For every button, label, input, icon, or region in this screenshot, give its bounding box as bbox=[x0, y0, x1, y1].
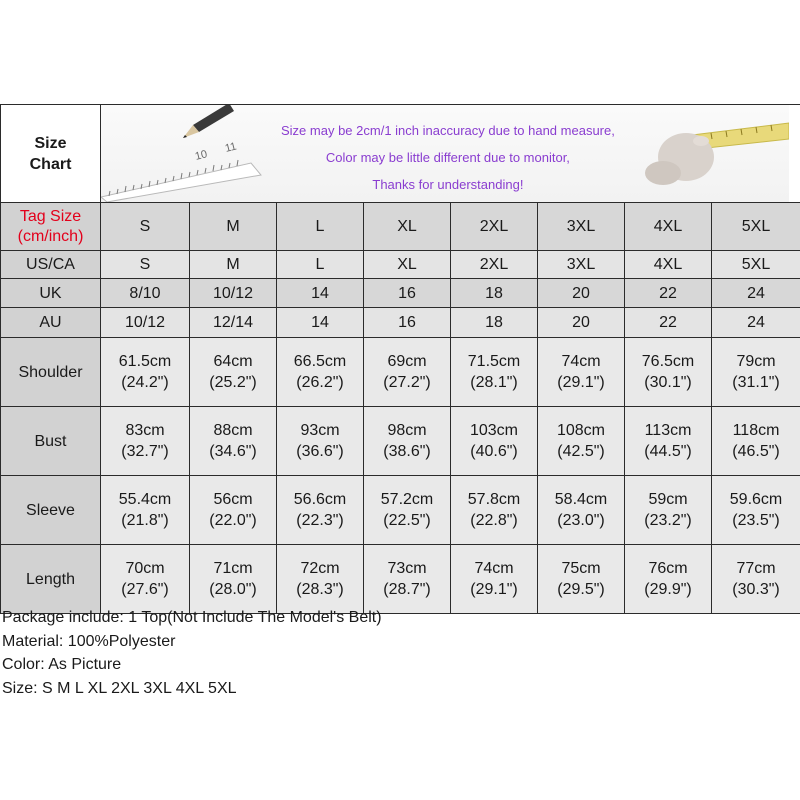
cm-value: 93cm bbox=[300, 422, 340, 439]
cm-value: 88cm bbox=[213, 422, 253, 439]
tag-size-cell: 2XL bbox=[451, 203, 538, 251]
measure-cell bbox=[712, 476, 800, 545]
tag-size-label-line2: (cm/inch) bbox=[17, 227, 84, 245]
sleeve-row bbox=[1, 476, 800, 545]
inch-value: (34.6") bbox=[209, 443, 257, 460]
tag-size-cell: L bbox=[277, 203, 364, 251]
banner-notes bbox=[281, 117, 615, 198]
size-cell: 4XL bbox=[625, 251, 712, 279]
row-label: UK bbox=[1, 279, 101, 308]
cm-value: 57.8cm bbox=[467, 491, 521, 508]
measure-cell bbox=[101, 338, 190, 407]
size-cell: 10/12 bbox=[190, 279, 277, 308]
cm-value: 71cm bbox=[213, 560, 253, 577]
size-cell: 10/12 bbox=[101, 308, 190, 338]
inch-value: (28.1") bbox=[470, 374, 518, 391]
measure-cell bbox=[625, 545, 712, 614]
au-row bbox=[1, 308, 800, 338]
inch-value: (31.1") bbox=[732, 374, 780, 391]
inch-value: (23.0") bbox=[557, 512, 605, 529]
measure-cell bbox=[101, 476, 190, 545]
measure-cell bbox=[712, 407, 800, 476]
cm-value: 79cm bbox=[736, 353, 776, 370]
size-list-text: Size: S M L XL 2XL 3XL 4XL 5XL bbox=[2, 679, 237, 697]
cm-value: 74cm bbox=[474, 560, 514, 577]
cm-value: 56.6cm bbox=[293, 491, 347, 508]
inch-value: (44.5") bbox=[644, 443, 692, 460]
cm-value: 57.2cm bbox=[380, 491, 434, 508]
cm-value: 76cm bbox=[648, 560, 688, 577]
measure-cell bbox=[101, 545, 190, 614]
inch-value: (36.6") bbox=[296, 443, 344, 460]
cm-value: 75cm bbox=[561, 560, 601, 577]
bust-row bbox=[1, 407, 800, 476]
measure-cell bbox=[538, 338, 625, 407]
inch-value: (28.7") bbox=[383, 581, 431, 598]
size-chart-title bbox=[1, 105, 101, 203]
note-thanks: Thanks for understanding! bbox=[372, 177, 524, 192]
size-cell: XL bbox=[364, 251, 451, 279]
cm-value: 72cm bbox=[300, 560, 340, 577]
size-cell: 18 bbox=[451, 308, 538, 338]
tag-size-cell: S bbox=[101, 203, 190, 251]
tape-ruler-icon bbox=[101, 141, 261, 202]
inch-value: (22.5") bbox=[383, 512, 431, 529]
cm-value: 73cm bbox=[387, 560, 427, 577]
size-cell: 16 bbox=[364, 308, 451, 338]
tag-size-cell: 5XL bbox=[712, 203, 800, 251]
size-cell: 8/10 bbox=[101, 279, 190, 308]
measure-cell bbox=[451, 476, 538, 545]
inch-value: (30.1") bbox=[644, 374, 692, 391]
size-cell: L bbox=[277, 251, 364, 279]
cm-value: 71.5cm bbox=[467, 353, 521, 370]
inch-value: (40.6") bbox=[470, 443, 518, 460]
row-label: Length bbox=[1, 545, 101, 614]
title-row bbox=[1, 105, 800, 203]
size-cell: 18 bbox=[451, 279, 538, 308]
tag-size-cell: 3XL bbox=[538, 203, 625, 251]
row-label: AU bbox=[1, 308, 101, 338]
inch-value: (25.2") bbox=[209, 374, 257, 391]
measure-cell bbox=[625, 407, 712, 476]
inch-value: (27.2") bbox=[383, 374, 431, 391]
size-cell: 22 bbox=[625, 279, 712, 308]
row-label: US/CA bbox=[1, 251, 101, 279]
cm-value: 76.5cm bbox=[641, 353, 695, 370]
cm-value: 59.6cm bbox=[729, 491, 783, 508]
measure-cell bbox=[538, 545, 625, 614]
measure-cell bbox=[712, 545, 800, 614]
ruler-number-10: 10 bbox=[193, 148, 209, 163]
inch-value: (46.5") bbox=[732, 443, 780, 460]
inch-value: (29.5") bbox=[557, 581, 605, 598]
cm-value: 77cm bbox=[736, 560, 776, 577]
size-cell: 12/14 bbox=[190, 308, 277, 338]
inch-value: (28.3") bbox=[296, 581, 344, 598]
cm-value: 59cm bbox=[648, 491, 688, 508]
shoulder-row bbox=[1, 338, 800, 407]
material-text: Material: 100%Polyester bbox=[2, 632, 176, 650]
tag-size-cell: M bbox=[190, 203, 277, 251]
size-cell: 16 bbox=[364, 279, 451, 308]
hand-icon bbox=[645, 133, 714, 185]
measure-cell bbox=[277, 338, 364, 407]
cm-value: 64cm bbox=[213, 353, 253, 370]
color-text: Color: As Picture bbox=[2, 656, 122, 673]
cm-value: 66.5cm bbox=[293, 353, 347, 370]
size-chart-sheet bbox=[0, 104, 800, 614]
inch-value: (22.3") bbox=[296, 512, 344, 529]
measure-cell bbox=[364, 338, 451, 407]
size-cell: 22 bbox=[625, 308, 712, 338]
title-line-2: Chart bbox=[29, 155, 72, 173]
cm-value: 70cm bbox=[125, 560, 165, 577]
measure-cell bbox=[101, 407, 190, 476]
tag-size-label-line1: Tag Size bbox=[19, 207, 82, 225]
size-cell: 24 bbox=[712, 308, 800, 338]
inch-value: (23.2") bbox=[644, 512, 692, 529]
measure-cell bbox=[364, 476, 451, 545]
inch-value: (29.9") bbox=[644, 581, 692, 598]
note-accuracy: Size may be 2cm/1 inch inaccuracy due to hand measure, bbox=[281, 123, 615, 138]
measure-cell bbox=[451, 407, 538, 476]
uk-row bbox=[1, 279, 800, 308]
row-label: Shoulder bbox=[1, 338, 101, 407]
size-cell: 24 bbox=[712, 279, 800, 308]
pencil-icon bbox=[183, 105, 234, 138]
cm-value: 118cm bbox=[732, 422, 780, 439]
package-include-text: Package include: 1 Top(Not Include The Model's Belt) bbox=[2, 609, 382, 626]
inch-value: (21.8") bbox=[121, 512, 169, 529]
size-cell: M bbox=[190, 251, 277, 279]
cm-value: 55.4cm bbox=[118, 491, 172, 508]
inch-value: (24.2") bbox=[121, 374, 169, 391]
cm-value: 58.4cm bbox=[554, 491, 608, 508]
size-cell: S bbox=[101, 251, 190, 279]
measure-cell bbox=[190, 338, 277, 407]
size-cell: 14 bbox=[277, 308, 364, 338]
measure-cell bbox=[451, 545, 538, 614]
measure-cell bbox=[190, 407, 277, 476]
tag-size-cell: 4XL bbox=[625, 203, 712, 251]
cm-value: 61.5cm bbox=[118, 353, 172, 370]
tag-size-cell: XL bbox=[364, 203, 451, 251]
cm-value: 74cm bbox=[561, 353, 601, 370]
tag-size-label bbox=[1, 203, 101, 251]
us-ca-row bbox=[1, 251, 800, 279]
product-details bbox=[0, 606, 800, 700]
measure-cell bbox=[364, 407, 451, 476]
measure-cell bbox=[277, 476, 364, 545]
measure-cell bbox=[190, 545, 277, 614]
row-label: Bust bbox=[1, 407, 101, 476]
measure-cell bbox=[538, 476, 625, 545]
inch-value: (26.2") bbox=[296, 374, 344, 391]
inch-value: (28.0") bbox=[209, 581, 257, 598]
measure-cell bbox=[538, 407, 625, 476]
inch-value: (42.5") bbox=[557, 443, 605, 460]
inch-value: (38.6") bbox=[383, 443, 431, 460]
size-cell: 5XL bbox=[712, 251, 800, 279]
measure-cell bbox=[625, 338, 712, 407]
inch-value: (23.5") bbox=[732, 512, 780, 529]
size-cell: 3XL bbox=[538, 251, 625, 279]
measure-cell bbox=[712, 338, 800, 407]
banner-cell bbox=[101, 105, 800, 203]
ruler-number-11: 11 bbox=[223, 140, 238, 155]
tag-size-row bbox=[1, 203, 800, 251]
cm-value: 108cm bbox=[556, 422, 606, 439]
title-line-1: Size bbox=[34, 134, 67, 152]
size-cell: 20 bbox=[538, 279, 625, 308]
inch-value: (22.8") bbox=[470, 512, 518, 529]
inch-value: (27.6") bbox=[121, 581, 169, 598]
measure-cell bbox=[625, 476, 712, 545]
length-row bbox=[1, 545, 800, 614]
note-color: Color may be little different due to monitor, bbox=[325, 150, 570, 165]
size-cell: 20 bbox=[538, 308, 625, 338]
inch-value: (22.0") bbox=[209, 512, 257, 529]
cm-value: 83cm bbox=[125, 422, 165, 439]
inch-value: (29.1") bbox=[470, 581, 518, 598]
inch-value: (29.1") bbox=[557, 374, 605, 391]
size-cell: 2XL bbox=[451, 251, 538, 279]
size-cell: 14 bbox=[277, 279, 364, 308]
cm-value: 56cm bbox=[213, 491, 253, 508]
cm-value: 69cm bbox=[387, 353, 427, 370]
measure-cell bbox=[277, 545, 364, 614]
measure-cell bbox=[277, 407, 364, 476]
row-label: Sleeve bbox=[1, 476, 101, 545]
cm-value: 113cm bbox=[644, 422, 692, 439]
measurement-banner bbox=[101, 105, 789, 202]
measure-cell bbox=[364, 545, 451, 614]
cm-value: 103cm bbox=[469, 422, 519, 439]
measure-cell bbox=[451, 338, 538, 407]
inch-value: (32.7") bbox=[121, 443, 169, 460]
cm-value: 98cm bbox=[387, 422, 427, 439]
inch-value: (30.3") bbox=[732, 581, 780, 598]
size-chart-table bbox=[0, 104, 800, 614]
measure-cell bbox=[190, 476, 277, 545]
